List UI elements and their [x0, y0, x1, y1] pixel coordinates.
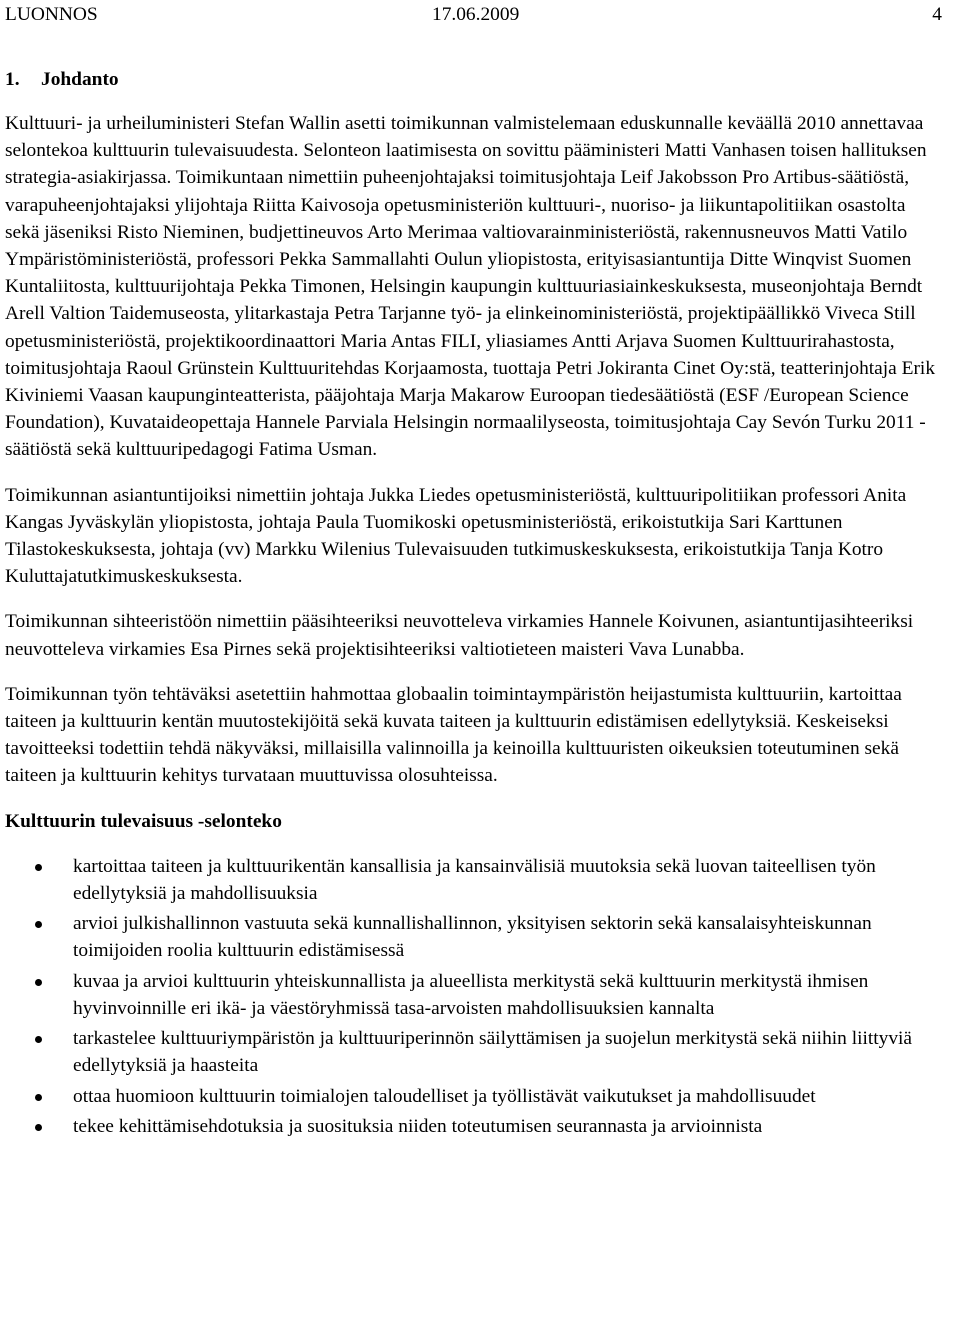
- draft-label: LUONNOS: [5, 4, 98, 25]
- body-content: [5, 110, 935, 1143]
- list-item: tarkastelee kulttuuriympäristön ja kulttuuriperinnön säilyttämisen ja suojelun merkitystä sekä niihin liittyviä edellytyksiä ja haasteita: [5, 1025, 935, 1079]
- document-date: 17.06.2009: [432, 4, 520, 25]
- section-title-text: Johdanto: [41, 69, 119, 90]
- paragraph-committee-members: Kulttuuri- ja urheiluministeri Stefan Wallin asetti toimikunnan valmistelemaan eduskunnalle keväällä 2010 annettavaa selontekoa kulttuurin tulevaisuudesta. Selonteon laatimisesta on sovittu pääministeri Matti Vanhasen toisen hallituksen strategia-asiakirjassa. Toimikuntaan nimettiin puheenjohtajaksi toimitusjohtaja Leif Jakobsson Pro Artibus-säätiöstä, varapuheenjohtajaksi ylijohtaja Riitta Kaivosoja opetusministeriön kulttuuri-, nuoriso- ja liikuntapolitiikan osastolta sekä jäseniksi Risto Nieminen, budjettineuvos Arto Merimaa valtiovarainministeriöstä, rakennusneuvos Matti Vatilo Ympäristöministeriöstä, professori Pekka Sammallahti Oulun yliopistosta, erityisasiantuntija Ditte Winqvist Suomen Kuntaliitosta, kulttuurijohtaja Pekka Timonen, Helsingin kaupungin kulttuuriasiainkeskuksesta, museonjohtaja Berndt Arell Valtion Taidemuseosta, ylitarkastaja Petra Tarjanne työ- ja elinkeinoministeriöstä, projektipäällikkö Viveca Still opetusministeriöstä, projektikoordinaattori Maria Antas FILI, yliasiames Antti Arjava Suomen Kulttuurirahastosta, toimitusjohtaja Raoul Grünstein Kulttuuritehdas Korjaamosta, tuottaja Petri Jokiranta Cinet Oy:stä, teatterinjohtaja Erik Kiviniemi Vaasan kaupunginteatterista, pääjohtaja Marja Makarow Euroopan tiedesäätiöstä (ESF /European Science Foundation), Kuvataideopettaja Hannele Parviala Helsingin normaalilyseosta, toimitusjohtaja Cay Sevón Turku 2011 -säätiöstä sekä kulttuuripedagogi Fatima Usman.: [5, 113, 936, 461]
- paragraph-experts: Toimikunnan asiantuntijoiksi nimettiin johtaja Jukka Liedes opetusministeriöstä, kulttuuripolitiikan professori Anita Kangas Jyväskylän yliopistosta, johtaja Paula Tuomikoski opetusministeriöstä, erikoistutkija Sari Karttunen Tilastokeskuksesta, johtaja (vv) Markku Wilenius Tulevaisuuden tutkimuskeskuksesta, erikoistutkija Tanja Kotro Kuluttajatutkimuskeskuksesta.: [5, 484, 907, 588]
- page-number: 4: [932, 4, 942, 25]
- subheading: Kulttuurin tulevaisuus -selonteko: [5, 810, 282, 832]
- paragraph-mandate: Toimikunnan työn tehtäväksi asetettiin hahmottaa globaalin toimintaympäristön heijastumista kulttuuriin, kartoittaa taiteen ja kulttuurin kentän muutostekijöitä sekä kuvata taiteen ja kulttuurin edistämisen edellytyksiä. Keskeiseksi tavoitteeksi todettiin tehdä näkyväksi, millaisilla valinnoilla ja keinoilla kulttuuristen oikeuksien toteutuminen sekä taiteen ja kulttuurin kehitys turvataan muuttuvissa olosuhteissa.: [5, 683, 902, 787]
- section-heading: [5, 66, 119, 93]
- list-item: kartoittaa taiteen ja kulttuurikentän kansallisia ja kansainvälisiä muutoksia sekä luovan taiteellisen työn edellytyksiä ja mahdollisuuksia: [5, 853, 935, 907]
- list-item: kuvaa ja arvioi kulttuurin yhteiskunnallista ja alueellista merkitystä sekä kulttuurin merkitystä ihmisen hyvinvoinnille eri ikä- ja väestöryhmissä tasa-arvoisten mahdollisuuksien kannalta: [5, 968, 935, 1022]
- bullet-list: [5, 853, 935, 1140]
- paragraph-secretariat: Toimikunnan sihteeristöön nimettiin pääsihteeriksi neuvotteleva virkamies Hannele Koivunen, asiantuntijasihteeriksi neuvotteleva virkamies Esa Pirnes sekä projektisihteeriksi valtiotieteen maisteri Vava Lunabba.: [5, 611, 914, 660]
- page-header: [5, 1, 942, 28]
- list-item: ottaa huomioon kulttuurin toimialojen taloudelliset ja työllistävät vaikutukset ja mahdollisuudet: [5, 1083, 935, 1110]
- section-number: 1.: [5, 69, 20, 90]
- list-item: tekee kehittämisehdotuksia ja suosituksia niiden toteutumisen seurannasta ja arvioinnista: [5, 1113, 935, 1140]
- list-item: arvioi julkishallinnon vastuuta sekä kunnallishallinnon, yksityisen sektorin sekä kansalaisyhteiskunnan toimijoiden roolia kulttuurin edistämisessä: [5, 910, 935, 964]
